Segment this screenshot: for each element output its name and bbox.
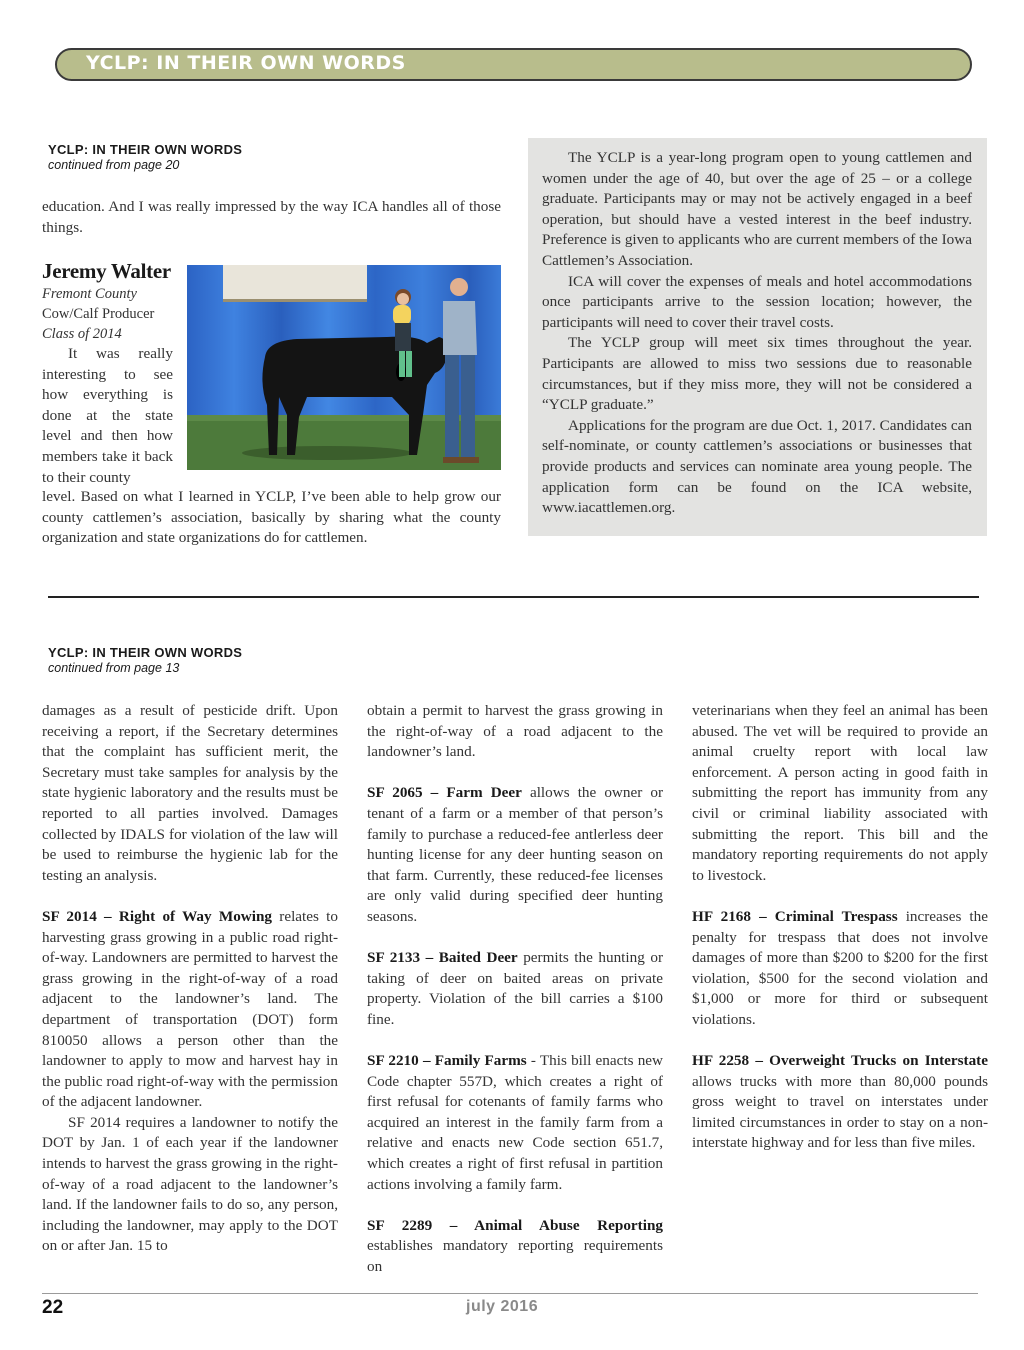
bill-text: - This bill enacts new Code chapter 557D, which creates a right of first refusal for cotenants of family farms who acquired an interest in the family farm from a relative and enacts new Code section 651.7, which creates a right of first refusal in partition actions involving a family farm. <box>367 1052 663 1193</box>
profile-name: Jeremy Walter <box>42 259 171 283</box>
bill-heading: SF 2210 – Family Farms <box>367 1052 527 1070</box>
paragraph <box>692 1051 988 1154</box>
paragraph <box>367 1051 663 1195</box>
banner-title: YCLP: IN THEIR OWN WORDS <box>86 52 406 74</box>
bill-heading: HF 2168 – Criminal Trespass <box>692 907 898 925</box>
paragraph: damages as a result of pesticide drift. Upon receiving a report, if the Secretary determines that the complaint has sufficient merit, the Secretary must take samples for analysis by the state hygienic laboratory and the results must be reported to all parties involved. Damages collected by IDALS for violation of the law will be used to reimburse the hygienic lab for the testing an analysis. <box>42 702 338 884</box>
bill-text: relates to harvesting grass growing in a public road right-of-way. Landowners are permitted to harvest the grass growing in the right-of-way of a road adjacent to the landowner’s land. The department of transportation (DOT) form 810050 allows a person other than the landowner to apply to mow and harvest hay in the public road right-of-way with the permission of the adjacent landowner. <box>42 907 338 1111</box>
paragraph <box>367 1216 663 1278</box>
profile-county: Fremont County <box>42 286 137 302</box>
section-divider <box>48 596 979 598</box>
program-info-sidebar <box>528 138 987 536</box>
bill-heading: SF 2133 – Baited Deer <box>367 949 518 967</box>
paragraph <box>42 907 338 1113</box>
bill-text: allows trucks with more than 80,000 pounds gross weight to travel on interstates under limited circumstances in order to stay on a non-interstate highway and for less than five miles. <box>692 1072 988 1152</box>
article-column-1 <box>42 701 338 1257</box>
issue-date: july 2016 <box>466 1298 539 1315</box>
bill-text: permits the hunting or taking of deer on baited areas on private property. Violation of the bill carries a $100 fine. <box>367 949 663 1028</box>
top-story-kicker: YCLP: IN THEIR OWN WORDS <box>48 142 243 157</box>
sidebar-paragraph: The YCLP is a year-long program open to young cattlemen and women under the age of 40, but over the age of 25 – or a college graduate. Participants may or may not be actively engaged in a beef operation, but should have a vested interest in the beef industry. Preference is given to applicants who are current members of the Iowa Cattlemen’s Association. <box>542 149 972 269</box>
profile-quote-rest: level. Based on what I learned in YCLP, I’ve been able to help grow our county cattlemen’s association, basically by sharing what the county organization and state organizations do for cattlemen. <box>42 488 501 547</box>
paragraph <box>692 907 988 1031</box>
top-story-intro: education. And I was really impressed by the way ICA handles all of those things. <box>42 198 501 236</box>
bill-heading: SF 2014 – Right of Way Mowing <box>42 907 273 925</box>
paragraph <box>367 948 663 1030</box>
bill-heading: SF 2065 – Farm Deer <box>367 784 522 802</box>
sidebar-paragraph: ICA will cover the expenses of meals and hotel accommodations once participants arrive to the session location; however, the participants will need to cover their travel costs. <box>542 272 972 331</box>
footer-rule <box>42 1293 978 1294</box>
paragraph: obtain a permit to harvest the grass growing in the right-of-way of a road adjacent to the landowner’s land. <box>367 702 663 761</box>
bill-heading: SF 2289 – Animal Abuse Reporting <box>367 1216 663 1234</box>
bill-text: establishes mandatory reporting requirements on <box>367 1237 663 1276</box>
paragraph <box>367 783 663 927</box>
profile-quote-wrapped: It was really interesting to see how everything is done at the state level and then how members take it back to their county <box>42 345 173 486</box>
bill-heading: HF 2258 – Overweight Trucks on Interstate <box>692 1052 988 1070</box>
bill-text: allows the owner or tenant of a farm or a member of that person’s family to purchase a reduced-fee antlerless deer hunting license for any deer hunting season on that farm. Currently, these reduced-fee licenses are only valid during specified deer hunting seasons. <box>367 784 663 925</box>
paragraph: SF 2014 requires a landowner to notify the DOT by Jan. 1 of each year if the landowner intends to harvest the grass growing in the right-of-way of a road adjacent to the landowner’s land. If the landowner fails to do so, any person, including the landowner, may apply to the DOT on or after Jan. 15 to <box>42 1113 338 1255</box>
bottom-story-continued: continued from page 13 <box>48 661 180 675</box>
page-number: 22 <box>42 1297 64 1318</box>
sidebar-paragraph: The YCLP group will meet six times throughout the year. Participants are allowed to miss two sessions due to reasonable circumstances, but if they miss more, they will not be considered a “YCLP graduate.” <box>542 334 972 414</box>
profile-role: Cow/Calf Producer <box>42 306 155 322</box>
profile-class: Class of 2014 <box>42 326 122 342</box>
paragraph: veterinarians when they feel an animal has been abused. The vet will be required to provide an animal cruelty report with local law enforcement. A person acting in good faith in submitting the report has immunity from any civil or criminal liability associated with submitting the report. This bill and the mandatory reporting requirements do not apply to livestock. <box>692 702 988 884</box>
bill-text: increases the penalty for trespass that does not involve damages of more than $200 to $200 for the first violation, $500 for the second violation and $1,000 or more for third or subsequent violations. <box>692 907 988 1028</box>
sidebar-paragraph: Applications for the program are due Oct. 1, 2017. Candidates can self-nominate, or county cattlemen’s associations or businesses that provide products and services can nominate area young people. The application form can be found on the ICA website, www.iacattlemen.org. <box>542 416 972 517</box>
top-story-continued: continued from page 20 <box>48 158 180 172</box>
article-column-3 <box>692 701 988 1154</box>
profile-photo <box>187 265 501 470</box>
article-column-2 <box>367 701 663 1278</box>
bottom-story-kicker: YCLP: IN THEIR OWN WORDS <box>48 645 243 660</box>
